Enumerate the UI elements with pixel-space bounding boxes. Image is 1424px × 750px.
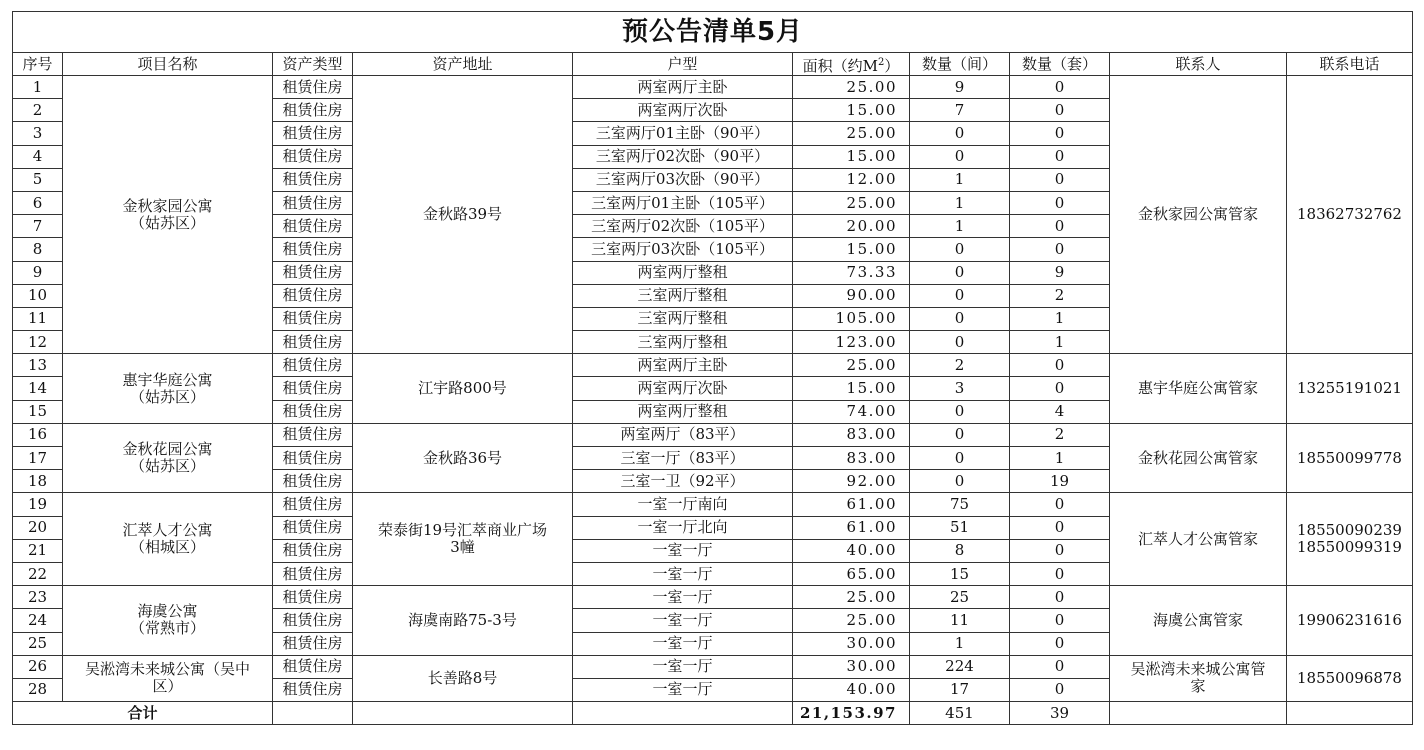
- room-count: 0: [910, 331, 1010, 354]
- asset-address: [353, 423, 573, 493]
- unit-area: 65.00: [793, 562, 910, 585]
- room-count: 0: [910, 307, 1010, 330]
- row-seq: 24: [13, 609, 63, 632]
- unit-layout: 三室两厅03次卧（90平）: [573, 168, 793, 191]
- header-area-sup: 2: [877, 56, 885, 68]
- asset-address-line1: 金秋路36号: [422, 448, 503, 467]
- table-row: [13, 76, 1413, 99]
- set-count: 4: [1010, 400, 1110, 423]
- asset-type: 租赁住房: [273, 539, 353, 562]
- row-seq: 21: [13, 539, 63, 562]
- project-name: [63, 493, 273, 586]
- header-area-text: 面积（约M: [802, 56, 878, 75]
- header-row: [13, 53, 1413, 76]
- total-sets: 39: [1010, 702, 1110, 725]
- total-row: [13, 702, 1413, 725]
- set-count: 0: [1010, 609, 1110, 632]
- unit-area: 123.00: [793, 331, 910, 354]
- contact-phone-line1: 18362732762: [1297, 205, 1402, 224]
- project-name-line2: （姑苏区）: [129, 387, 205, 406]
- set-count: 0: [1010, 76, 1110, 99]
- row-seq: 15: [13, 400, 63, 423]
- unit-area: 15.00: [793, 377, 910, 400]
- unit-area: 20.00: [793, 215, 910, 238]
- row-seq: 11: [13, 307, 63, 330]
- row-seq: 2: [13, 99, 63, 122]
- room-count: 1: [910, 215, 1010, 238]
- asset-address-line1: 荣泰街19号汇萃商业广场: [377, 521, 548, 540]
- table-row: [13, 655, 1413, 678]
- asset-type: 租赁住房: [273, 447, 353, 470]
- room-count: 0: [910, 145, 1010, 168]
- room-count: 11: [910, 609, 1010, 632]
- row-seq: 26: [13, 655, 63, 678]
- contact-phone-line1: 19906231616: [1297, 610, 1402, 629]
- unit-area: 73.33: [793, 261, 910, 284]
- unit-layout: 三室两厅整租: [573, 284, 793, 307]
- project-name: [63, 354, 273, 424]
- contact-phone: [1287, 423, 1413, 493]
- asset-address-line1: 江宇路800号: [418, 379, 507, 398]
- header-asset-type: 资产类型: [273, 53, 353, 76]
- room-count: 8: [910, 539, 1010, 562]
- contact-person: [1110, 493, 1287, 586]
- row-seq: 28: [13, 678, 63, 701]
- header-layout: 户型: [573, 53, 793, 76]
- asset-type: 租赁住房: [273, 76, 353, 99]
- contact-person: [1110, 354, 1287, 424]
- header-contact: 联系人: [1110, 53, 1287, 76]
- unit-area: 25.00: [793, 76, 910, 99]
- row-seq: 20: [13, 516, 63, 539]
- header-sets: 数量（套）: [1010, 53, 1110, 76]
- asset-type: 租赁住房: [273, 423, 353, 446]
- row-seq: 12: [13, 331, 63, 354]
- unit-area: 30.00: [793, 632, 910, 655]
- unit-area: 15.00: [793, 238, 910, 261]
- unit-layout: 两室两厅主卧: [573, 354, 793, 377]
- unit-area: 92.00: [793, 470, 910, 493]
- row-seq: 18: [13, 470, 63, 493]
- row-seq: 22: [13, 562, 63, 585]
- room-count: 2: [910, 354, 1010, 377]
- asset-address: [353, 76, 573, 354]
- unit-layout: 两室两厅（83平）: [573, 423, 793, 446]
- unit-layout: 三室两厅02次卧（105平）: [573, 215, 793, 238]
- room-count: 224: [910, 655, 1010, 678]
- unit-layout: 两室两厅主卧: [573, 76, 793, 99]
- row-seq: 1: [13, 76, 63, 99]
- unit-layout: 两室两厅次卧: [573, 99, 793, 122]
- contact-phone: [1287, 586, 1413, 656]
- room-count: 0: [910, 423, 1010, 446]
- room-count: 0: [910, 284, 1010, 307]
- table-row: [13, 423, 1413, 446]
- header-area-suffix: ）: [884, 56, 900, 75]
- row-seq: 5: [13, 168, 63, 191]
- unit-area: 25.00: [793, 354, 910, 377]
- row-seq: 9: [13, 261, 63, 284]
- set-count: 2: [1010, 423, 1110, 446]
- row-seq: 14: [13, 377, 63, 400]
- row-seq: 3: [13, 122, 63, 145]
- set-count: 0: [1010, 191, 1110, 214]
- unit-area: 90.00: [793, 284, 910, 307]
- unit-area: 105.00: [793, 307, 910, 330]
- unit-layout: 一室一厅: [573, 655, 793, 678]
- project-name: [63, 655, 273, 701]
- contact-phone: [1287, 76, 1413, 354]
- project-name-line1: 海虞公寓: [137, 602, 198, 621]
- unit-area: 61.00: [793, 516, 910, 539]
- set-count: 2: [1010, 284, 1110, 307]
- room-count: 0: [910, 400, 1010, 423]
- header-asset-address: 资产地址: [353, 53, 573, 76]
- set-count: 19: [1010, 470, 1110, 493]
- header-project-name: 项目名称: [63, 53, 273, 76]
- room-count: 1: [910, 632, 1010, 655]
- contact-person: [1110, 423, 1287, 493]
- project-name-line2: 区）: [152, 677, 183, 696]
- set-count: 0: [1010, 354, 1110, 377]
- room-count: 1: [910, 191, 1010, 214]
- set-count: 0: [1010, 562, 1110, 585]
- unit-layout: 两室两厅整租: [573, 400, 793, 423]
- unit-area: 25.00: [793, 586, 910, 609]
- unit-layout: 三室两厅01主卧（105平）: [573, 191, 793, 214]
- room-count: 17: [910, 678, 1010, 701]
- row-seq: 25: [13, 632, 63, 655]
- contact-phone-line1: 18550099778: [1297, 448, 1402, 467]
- unit-area: 30.00: [793, 655, 910, 678]
- project-name-line2: （常熟市）: [129, 619, 205, 638]
- unit-layout: 三室两厅整租: [573, 307, 793, 330]
- room-count: 0: [910, 261, 1010, 284]
- total-empty-contact: [1110, 702, 1287, 725]
- set-count: 0: [1010, 516, 1110, 539]
- unit-layout: 一室一厅北向: [573, 516, 793, 539]
- contact-person: [1110, 76, 1287, 354]
- row-seq: 13: [13, 354, 63, 377]
- row-seq: 19: [13, 493, 63, 516]
- set-count: 0: [1010, 586, 1110, 609]
- project-name-line1: 金秋家园公寓: [122, 196, 213, 215]
- contact-phone-line2: 18550099319: [1297, 538, 1402, 557]
- set-count: 0: [1010, 168, 1110, 191]
- total-empty-layout: [573, 702, 793, 725]
- unit-area: 25.00: [793, 122, 910, 145]
- unit-area: 74.00: [793, 400, 910, 423]
- asset-type: 租赁住房: [273, 261, 353, 284]
- set-count: 0: [1010, 215, 1110, 238]
- project-name: [63, 423, 273, 493]
- contact-phone: [1287, 354, 1413, 424]
- total-rooms: 451: [910, 702, 1010, 725]
- unit-layout: 一室一厅: [573, 586, 793, 609]
- row-seq: 7: [13, 215, 63, 238]
- header-area: [793, 53, 910, 76]
- unit-layout: 一室一厅: [573, 609, 793, 632]
- set-count: 0: [1010, 238, 1110, 261]
- set-count: 9: [1010, 261, 1110, 284]
- set-count: 1: [1010, 331, 1110, 354]
- project-name-line1: 汇萃人才公寓: [122, 521, 213, 540]
- unit-area: 15.00: [793, 145, 910, 168]
- contact-person-line1: 吴淞湾未来城公寓管: [1130, 660, 1266, 679]
- asset-address: [353, 586, 573, 656]
- total-label: 合计: [13, 702, 273, 725]
- asset-type: 租赁住房: [273, 470, 353, 493]
- asset-type: 租赁住房: [273, 168, 353, 191]
- row-seq: 16: [13, 423, 63, 446]
- unit-layout: 两室两厅次卧: [573, 377, 793, 400]
- row-seq: 8: [13, 238, 63, 261]
- asset-type: 租赁住房: [273, 586, 353, 609]
- header-rooms: 数量（间）: [910, 53, 1010, 76]
- header-phone: 联系电话: [1287, 53, 1413, 76]
- unit-area: 83.00: [793, 447, 910, 470]
- unit-area: 61.00: [793, 493, 910, 516]
- room-count: 25: [910, 586, 1010, 609]
- room-count: 75: [910, 493, 1010, 516]
- set-count: 0: [1010, 145, 1110, 168]
- unit-layout: 三室两厅整租: [573, 331, 793, 354]
- room-count: 15: [910, 562, 1010, 585]
- asset-type: 租赁住房: [273, 99, 353, 122]
- asset-type: 租赁住房: [273, 609, 353, 632]
- asset-type: 租赁住房: [273, 307, 353, 330]
- asset-type: 租赁住房: [273, 377, 353, 400]
- contact-person: [1110, 655, 1287, 701]
- room-count: 0: [910, 447, 1010, 470]
- page-title: 预公告清单5月: [13, 12, 1413, 53]
- total-area: 21,153.97: [793, 702, 910, 725]
- project-name-line1: 惠宇华庭公寓: [122, 370, 213, 389]
- asset-type: 租赁住房: [273, 493, 353, 516]
- contact-phone-line1: 13255191021: [1297, 379, 1402, 398]
- asset-type: 租赁住房: [273, 284, 353, 307]
- room-count: 7: [910, 99, 1010, 122]
- set-count: 0: [1010, 122, 1110, 145]
- set-count: 1: [1010, 447, 1110, 470]
- set-count: 0: [1010, 632, 1110, 655]
- asset-address-line1: 长善路8号: [427, 668, 498, 687]
- contact-person-line1: 海虞公寓管家: [1152, 610, 1243, 629]
- unit-layout: 三室两厅01主卧（90平）: [573, 122, 793, 145]
- total-empty-phone: [1287, 702, 1413, 725]
- room-count: 0: [910, 470, 1010, 493]
- contact-person-line1: 汇萃人才公寓管家: [1137, 529, 1258, 548]
- project-name: [63, 586, 273, 656]
- row-seq: 6: [13, 191, 63, 214]
- asset-type: 租赁住房: [273, 678, 353, 701]
- unit-layout: 一室一厅: [573, 539, 793, 562]
- set-count: 0: [1010, 539, 1110, 562]
- asset-address: [353, 655, 573, 701]
- row-seq: 4: [13, 145, 63, 168]
- unit-area: 25.00: [793, 609, 910, 632]
- row-seq: 10: [13, 284, 63, 307]
- set-count: 1: [1010, 307, 1110, 330]
- room-count: 0: [910, 122, 1010, 145]
- table-row: [13, 586, 1413, 609]
- asset-type: 租赁住房: [273, 122, 353, 145]
- asset-type: 租赁住房: [273, 400, 353, 423]
- asset-type: 租赁住房: [273, 354, 353, 377]
- unit-layout: 三室一厅（83平）: [573, 447, 793, 470]
- asset-address-line2: 3幢: [450, 538, 475, 557]
- header-seq: 序号: [13, 53, 63, 76]
- announcement-table: [12, 11, 1413, 725]
- set-count: 0: [1010, 99, 1110, 122]
- project-name-line2: （相城区）: [129, 538, 205, 557]
- asset-address-line1: 海虞南路75-3号: [408, 610, 517, 629]
- asset-type: 租赁住房: [273, 516, 353, 539]
- set-count: 0: [1010, 493, 1110, 516]
- asset-type: 租赁住房: [273, 191, 353, 214]
- project-name-line2: （姑苏区）: [129, 457, 205, 476]
- room-count: 51: [910, 516, 1010, 539]
- contact-person-line1: 金秋家园公寓管家: [1137, 205, 1258, 224]
- asset-type: 租赁住房: [273, 145, 353, 168]
- set-count: 0: [1010, 655, 1110, 678]
- asset-type: 租赁住房: [273, 238, 353, 261]
- unit-layout: 一室一厅: [573, 562, 793, 585]
- contact-person-line1: 金秋花园公寓管家: [1137, 448, 1258, 467]
- unit-area: 25.00: [793, 191, 910, 214]
- asset-address: [353, 493, 573, 586]
- asset-type: 租赁住房: [273, 331, 353, 354]
- unit-layout: 三室一卫（92平）: [573, 470, 793, 493]
- unit-layout: 一室一厅: [573, 632, 793, 655]
- project-name: [63, 76, 273, 354]
- row-seq: 17: [13, 447, 63, 470]
- unit-area: 12.00: [793, 168, 910, 191]
- row-seq: 23: [13, 586, 63, 609]
- total-empty-type: [273, 702, 353, 725]
- unit-layout: 两室两厅整租: [573, 261, 793, 284]
- asset-type: 租赁住房: [273, 655, 353, 678]
- asset-type: 租赁住房: [273, 632, 353, 655]
- project-name-line1: 金秋花园公寓: [122, 440, 213, 459]
- unit-area: 40.00: [793, 678, 910, 701]
- contact-person-line1: 惠宇华庭公寓管家: [1137, 379, 1258, 398]
- contact-phone: [1287, 493, 1413, 586]
- unit-layout: 三室两厅02次卧（90平）: [573, 145, 793, 168]
- unit-area: 40.00: [793, 539, 910, 562]
- contact-person: [1110, 586, 1287, 656]
- unit-layout: 一室一厅: [573, 678, 793, 701]
- asset-type: 租赁住房: [273, 562, 353, 585]
- room-count: 1: [910, 168, 1010, 191]
- contact-phone-line1: 18550096878: [1297, 668, 1402, 687]
- room-count: 9: [910, 76, 1010, 99]
- asset-address-line1: 金秋路39号: [422, 205, 503, 224]
- contact-phone: [1287, 655, 1413, 701]
- project-name-line1: 吴淞湾未来城公寓（吴中: [84, 660, 250, 679]
- set-count: 0: [1010, 678, 1110, 701]
- unit-layout: 三室两厅03次卧（105平）: [573, 238, 793, 261]
- unit-layout: 一室一厅南向: [573, 493, 793, 516]
- asset-type: 租赁住房: [273, 215, 353, 238]
- table-row: [13, 354, 1413, 377]
- unit-area: 83.00: [793, 423, 910, 446]
- room-count: 3: [910, 377, 1010, 400]
- project-name-line2: （姑苏区）: [129, 213, 205, 232]
- room-count: 0: [910, 238, 1010, 261]
- asset-address: [353, 354, 573, 424]
- table-row: [13, 493, 1413, 516]
- unit-area: 15.00: [793, 99, 910, 122]
- contact-phone-line1: 18550090239: [1297, 521, 1402, 540]
- set-count: 0: [1010, 377, 1110, 400]
- total-empty-address: [353, 702, 573, 725]
- contact-person-line2: 家: [1190, 677, 1206, 696]
